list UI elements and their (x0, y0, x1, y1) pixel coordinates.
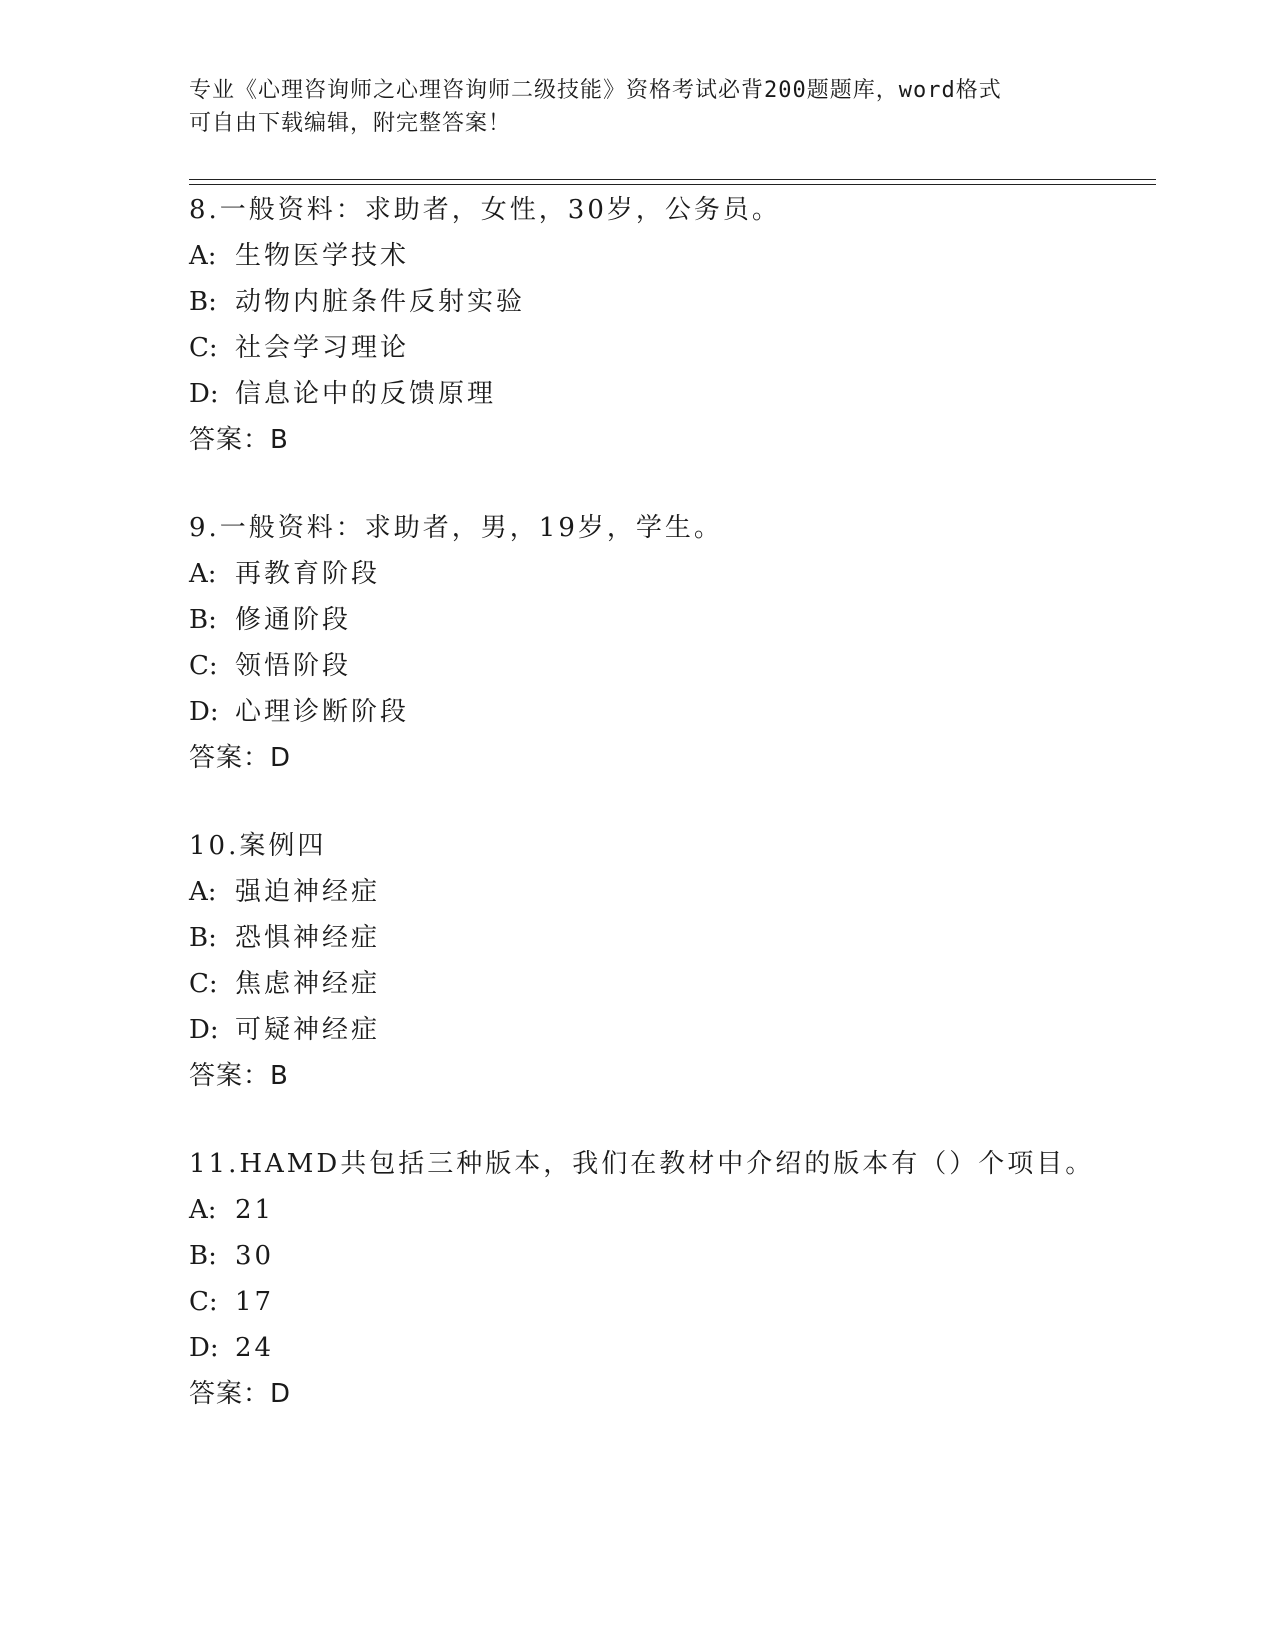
option-text: 恐惧神经症 (235, 923, 381, 953)
option-b (189, 597, 1149, 643)
option-letter: B: (189, 1241, 217, 1271)
option-c (189, 961, 1149, 1007)
option-letter: A: (189, 559, 217, 589)
option-d (189, 371, 1149, 417)
question-stem: 10.案例四 (189, 831, 327, 861)
option-text: 可疑神经症 (235, 1015, 381, 1045)
question-stem: 9.一般资料：求助者，男，19岁，学生。 (189, 513, 723, 543)
question-block-8 (189, 187, 1149, 463)
option-text: 焦虑神经症 (235, 969, 381, 999)
option-text: 21 (235, 1195, 275, 1225)
option-letter: C: (189, 1287, 218, 1317)
option-letter: B: (189, 605, 217, 635)
option-letter: C: (189, 969, 218, 999)
question-stem: 11.HAMD共包括三种版本，我们在教材中介绍的版本有（）个项目。 (189, 1149, 1095, 1179)
option-c (189, 643, 1149, 689)
option-text: 24 (235, 1333, 275, 1363)
option-letter: A: (189, 877, 217, 907)
option-text: 心理诊断阶段 (235, 697, 410, 727)
document-header (189, 74, 1089, 140)
option-a (189, 233, 1149, 279)
option-letter: D: (189, 379, 219, 409)
question-block-11 (189, 1141, 1149, 1417)
option-text: 动物内脏条件反射实验 (235, 287, 526, 317)
option-c (189, 325, 1149, 371)
option-c (189, 1279, 1149, 1325)
option-letter: D: (189, 697, 219, 727)
question-block-10 (189, 823, 1149, 1099)
option-text: 生物医学技术 (235, 241, 410, 271)
option-text: 社会学习理论 (235, 333, 410, 363)
header-divider-top (189, 179, 1156, 180)
header-title-line-2: 可自由下载编辑，附完整答案！ (189, 111, 512, 136)
option-b (189, 1233, 1149, 1279)
option-text: 信息论中的反馈原理 (235, 379, 497, 409)
option-d (189, 689, 1149, 735)
option-text: 强迫神经症 (235, 877, 381, 907)
option-b (189, 915, 1149, 961)
question-stem: 8.一般资料：求助者，女性，30岁，公务员。 (189, 195, 781, 225)
header-divider-bottom (189, 184, 1156, 185)
option-text: 修通阶段 (235, 605, 352, 635)
option-d (189, 1325, 1149, 1371)
option-text: 17 (235, 1287, 275, 1317)
answer-line: 答案：B (189, 425, 289, 455)
option-letter: C: (189, 651, 218, 681)
option-letter: D: (189, 1015, 219, 1045)
option-letter: A: (189, 241, 217, 271)
question-block-9 (189, 505, 1149, 781)
option-a (189, 1187, 1149, 1233)
option-letter: D: (189, 1333, 219, 1363)
option-letter: B: (189, 287, 217, 317)
option-text: 30 (235, 1241, 275, 1271)
option-text: 领悟阶段 (235, 651, 352, 681)
option-d (189, 1007, 1149, 1053)
option-text: 再教育阶段 (235, 559, 381, 589)
answer-line: 答案：B (189, 1061, 289, 1091)
option-letter: C: (189, 333, 218, 363)
option-b (189, 279, 1149, 325)
option-a (189, 551, 1149, 597)
header-title-line-1: 专业《心理咨询师之心理咨询师二级技能》资格考试必背200题题库，word格式 (189, 78, 1002, 103)
option-a (189, 869, 1149, 915)
answer-line: 答案：D (189, 1379, 292, 1409)
option-letter: A: (189, 1195, 217, 1225)
option-letter: B: (189, 923, 217, 953)
answer-line: 答案：D (189, 743, 292, 773)
